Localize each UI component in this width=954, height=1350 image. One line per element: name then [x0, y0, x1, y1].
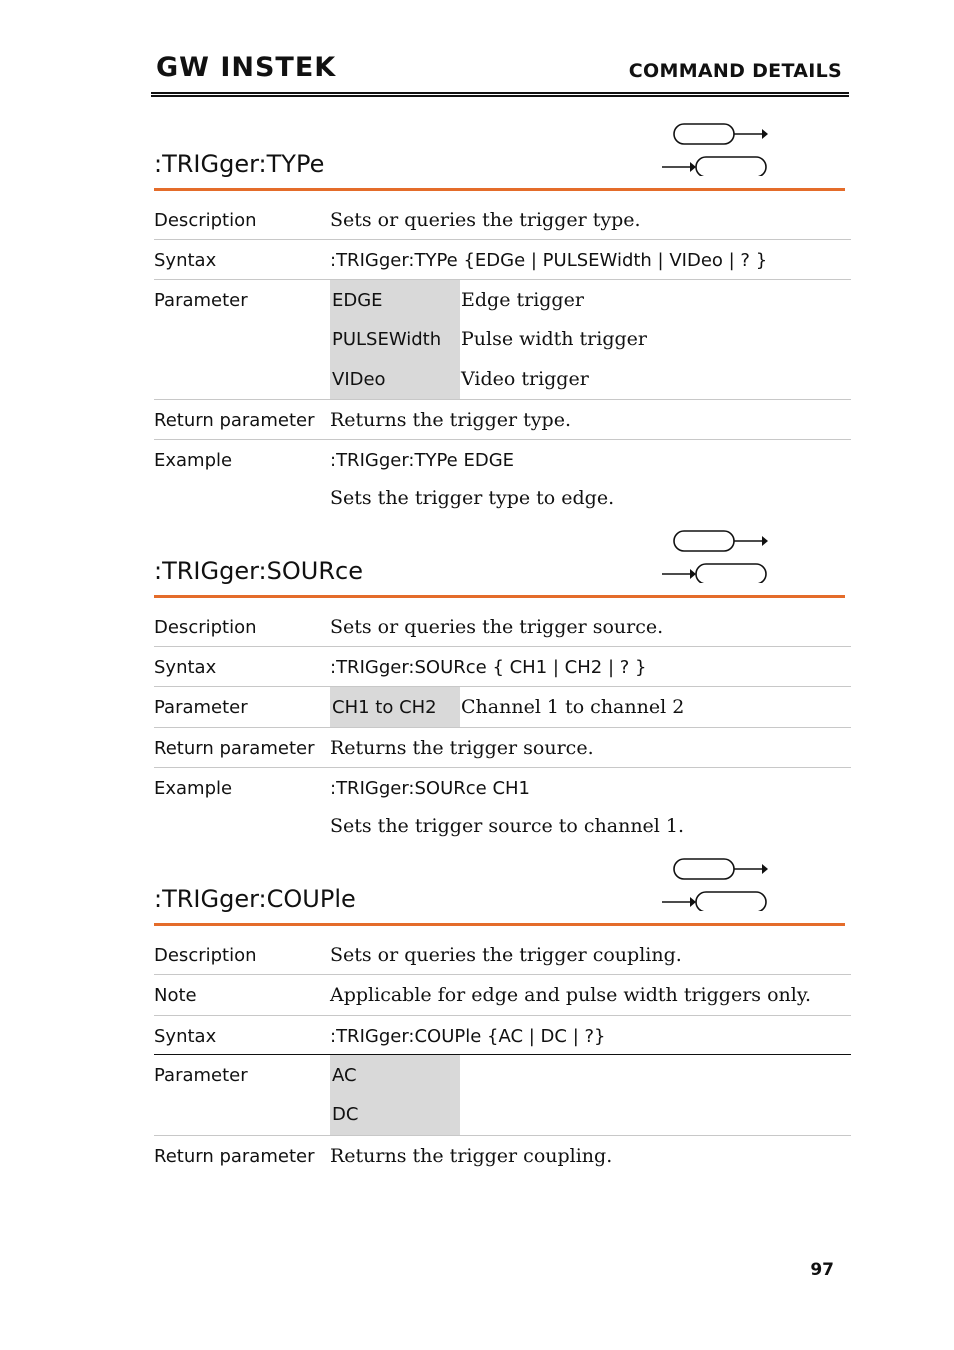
return-row [154, 728, 851, 768]
return-row [154, 400, 851, 440]
parameter-code: PULSEWidth [332, 329, 442, 350]
description-text: Sets or queries the trigger source. [330, 616, 664, 638]
row-label: Syntax [154, 250, 217, 271]
parameter-description: Channel 1 to channel 2 [461, 696, 685, 718]
command-title: :TRIGger:TYPe [154, 150, 325, 178]
parameter-row [154, 687, 851, 728]
parameter-code-column [330, 1055, 460, 1135]
return-text: Returns the trigger source. [330, 737, 594, 759]
parameter-description: Video trigger [461, 368, 589, 390]
command-title: :TRIGger:COUPle [154, 885, 356, 913]
row-label: Description [154, 210, 257, 231]
section-rule [154, 595, 845, 598]
parameter-code: CH1 to CH2 [332, 697, 437, 718]
description-row [154, 200, 851, 240]
description-row [154, 935, 851, 975]
header-rule [151, 92, 849, 94]
syntax-text: :TRIGger:COUPle {AC | DC | ?} [330, 1026, 606, 1047]
parameter-code: AC [332, 1065, 357, 1086]
set-query-icon [662, 855, 770, 911]
parameter-code: VIDeo [332, 369, 386, 390]
set-query-icon [662, 120, 770, 176]
row-label: Description [154, 945, 257, 966]
return-row [154, 1136, 851, 1176]
row-label: Syntax [154, 1026, 217, 1047]
parameter-code-column [330, 280, 460, 399]
example-row [154, 768, 851, 848]
command-title: :TRIGger:SOURce [154, 557, 363, 585]
return-text: Returns the trigger coupling. [330, 1145, 613, 1167]
parameter-row [154, 280, 851, 400]
syntax-row [154, 647, 851, 687]
example-description: Sets the trigger source to channel 1. [330, 815, 685, 837]
page-number: 97 [810, 1260, 834, 1280]
example-description: Sets the trigger type to edge. [330, 487, 615, 509]
row-label: Syntax [154, 657, 217, 678]
description-text: Sets or queries the trigger coupling. [330, 944, 682, 966]
parameter-row [154, 1055, 851, 1136]
header-rule [151, 95, 849, 97]
row-label: Note [154, 985, 197, 1006]
parameter-code: DC [332, 1104, 359, 1125]
row-label: Parameter [154, 1065, 248, 1086]
syntax-row [154, 1016, 851, 1055]
example-command: :TRIGger:SOURce CH1 [330, 778, 530, 799]
example-row [154, 440, 851, 520]
section-rule [154, 923, 845, 926]
note-row [154, 975, 851, 1016]
parameter-code-column [330, 687, 460, 727]
parameter-code: EDGE [332, 290, 383, 311]
parameter-description: Edge trigger [461, 289, 584, 311]
row-label: Example [154, 450, 233, 471]
set-query-icon [662, 527, 770, 583]
syntax-row [154, 240, 851, 280]
example-command: :TRIGger:TYPe EDGE [330, 450, 515, 471]
syntax-text: :TRIGger:TYPe {EDGe | PULSEWidth | VIDeo | ? } [330, 250, 768, 271]
return-text: Returns the trigger type. [330, 409, 571, 431]
row-label: Return parameter [154, 1146, 315, 1167]
row-label: Return parameter [154, 738, 315, 759]
brand-logo: GW INSTEK [156, 52, 337, 83]
row-label: Parameter [154, 697, 248, 718]
row-label: Example [154, 778, 233, 799]
description-row [154, 607, 851, 647]
row-label: Return parameter [154, 410, 315, 431]
description-text: Sets or queries the trigger type. [330, 209, 641, 231]
section-rule [154, 188, 845, 191]
section-header: COMMAND DETAILS [628, 60, 842, 82]
note-text: Applicable for edge and pulse width triggers only. [330, 984, 812, 1006]
row-label: Description [154, 617, 257, 638]
syntax-text: :TRIGger:SOURce { CH1 | CH2 | ? } [330, 657, 647, 678]
row-label: Parameter [154, 290, 248, 311]
parameter-description: Pulse width trigger [461, 328, 647, 350]
